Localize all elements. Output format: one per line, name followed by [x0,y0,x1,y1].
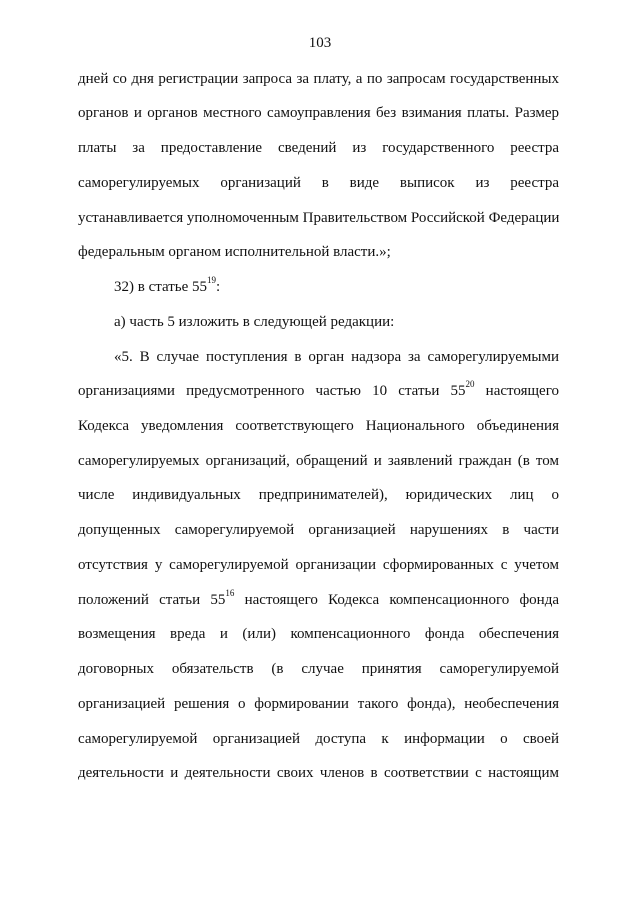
superscript: 16 [225,588,235,598]
superscript: 20 [465,379,475,389]
text-line: Кодекса уведомления соответствующего Национального объединения [78,418,559,434]
text-line: платы за предоставление сведений из государственного реестра [78,140,559,156]
text-line: органов и органов местного самоуправления без взимания платы. Размер [78,105,559,121]
text-line: саморегулируемых организаций, обращений и заявлений граждан (в том [78,453,559,469]
text-line: саморегулируемых организаций в виде выписок из реестра [78,175,559,191]
text-line: федеральным органом исполнительной власти.»; [78,244,391,260]
text-line: деятельности и деятельности своих членов в соответствии с настоящим [78,765,559,781]
text-line: возмещения вреда и (или) компенсационного фонда обеспечения [78,626,559,642]
text-line [78,381,559,401]
quoted-paragraph-start: «5. В случае поступления в орган надзора за саморегулируемыми [114,349,559,365]
page-number: 103 [308,35,332,51]
sub-item-a: а) часть 5 изложить в следующей редакции: [114,314,395,330]
text-line: устанавливается уполномоченным Правительством Российской Федерации [78,210,560,226]
line-tail: настоящего [474,383,559,399]
text-line: допущенных саморегулируемой организацией нарушениях в части [78,522,559,538]
text-line: договорных обязательств (в случае принятия саморегулируемой [78,661,559,677]
text-line: отсутствия у саморегулируемой организации сформированных с учетом [78,557,559,573]
list-item-32 [114,277,559,297]
line-text: положений статьи 55 [78,592,226,608]
text-line: дней со дня регистрации запроса за плату, а по запросам государственных [78,71,559,87]
text-line: организацией решения о формировании такого фонда), необеспечения [78,696,559,712]
list-item-text: 32) в статье 55 [114,279,208,295]
line-text: организациями предусмотренного частью 10 статьи 55 [78,383,466,399]
text-line: числе индивидуальных предпринимателей), юридических лиц о [78,487,559,503]
list-item-tail: : [216,279,221,295]
text-line: саморегулируемой организацией доступа к информации о своей [78,731,559,747]
line-tail: настоящего Кодекса компенсационного фонда [234,592,559,608]
superscript: 19 [207,275,217,285]
text-line [78,590,559,610]
